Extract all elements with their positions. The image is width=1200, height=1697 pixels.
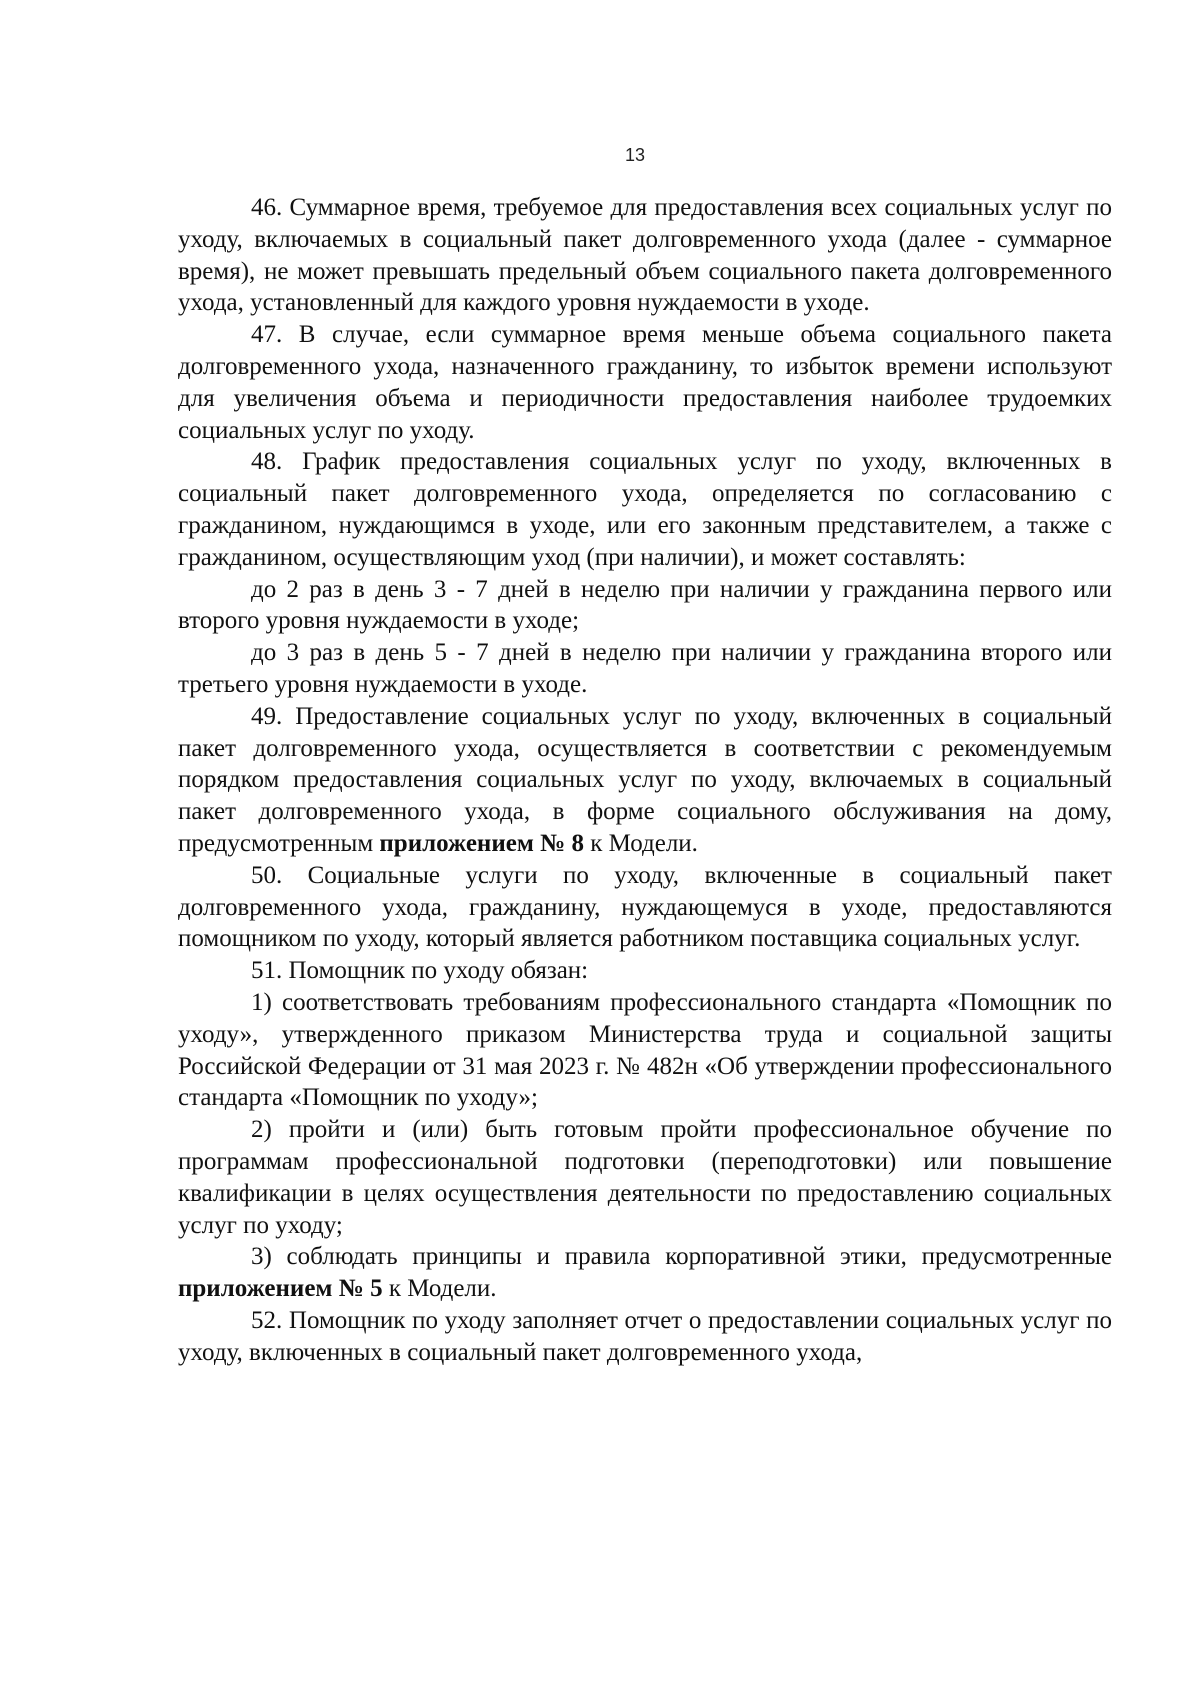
duty-3-tail: к Модели.: [382, 1275, 497, 1303]
paragraph-51: 51. Помощник по уходу обязан:: [251, 957, 589, 985]
duty-2: 2) пройти и (или) быть готовым пройти профессиональное обучение по программам профессиональной подготовки (переподготовки) или повышение квалификации в целях осуществления деятельности по предоставлению социальных услуг по уходу;: [178, 1116, 1112, 1239]
paragraph-52: 52. Помощник по уходу заполняет отчет о предоставлении социальных услуг по уходу, включенных в социальный пакет долговременного ухода,: [178, 1306, 1112, 1366]
paragraph-47: 47. В случае, если суммарное время меньше объема социального пакета долговременного ухода, назначенного гражданину, то избыток времени используют для увеличения объема и периодичности предоставления наиболее трудоемких социальных услуг по уходу.: [178, 321, 1112, 444]
paragraph-49-tail: к Модели.: [583, 829, 698, 857]
duty-1: 1) соответствовать требованиям профессионального стандарта «Помощник по уходу», утвержденного приказом Министерства труда и социальной защиты Российской Федерации от 31 мая 2023 г. № 482н «Об утверждении профессионального стандарта «Помощник по уходу»;: [178, 988, 1112, 1112]
paragraph-46: 46. Суммарное время, требуемое для предоставления всех социальных услуг по уходу, включаемых в социальный пакет долговременного ухода (далее - суммарное время), не может превышать предельный объем социального пакета долговременного ухода, установленный для каждого уровня нуждаемости в уходе.: [178, 194, 1112, 317]
paragraph-49-text: 49. Предоставление социальных услуг по уходу, включенных в социальный пакет долговременного ухода, осуществляется в соответствии с рекомендуемым порядком предоставления социальных услуг по уходу, включаемых в социальный пакет долговременного ухода, в форме социального обслуживания на дому, предусмотренным: [178, 702, 1112, 857]
schedule-option-1: до 2 раз в день 3 - 7 дней в неделю при наличии у гражданина первого или второго уровня нуждаемости в уходе;: [178, 575, 1112, 635]
duty-3: [178, 1241, 1112, 1305]
schedule-option-2: до 3 раз в день 5 - 7 дней в неделю при наличии у гражданина второго или третьего уровня нуждаемости в уходе.: [178, 639, 1112, 698]
paragraph-49: [178, 701, 1112, 860]
page-number: 13: [624, 145, 646, 165]
appendix-8-reference: приложением № 8: [379, 829, 584, 857]
appendix-5-reference: приложением № 5: [178, 1275, 383, 1303]
paragraph-50: 50. Социальные услуги по уходу, включенные в социальный пакет долговременного ухода, гражданину, нуждающемуся в уходе, предоставляются помощником по уходу, который является работником поставщика социальных услуг.: [178, 861, 1112, 953]
duty-3-text: 3) соблюдать принципы и правила корпоративной этики, предусмотренные: [251, 1243, 1112, 1271]
paragraph-48: 48. График предоставления социальных услуг по уходу, включенных в социальный пакет долговременного ухода, определяется по согласованию с гражданином, нуждающимся в уходе, или его законным представителем, а также с гражданином, осуществляющим уход (при наличии), и может составлять:: [178, 448, 1112, 571]
document-body: [178, 192, 1112, 1368]
